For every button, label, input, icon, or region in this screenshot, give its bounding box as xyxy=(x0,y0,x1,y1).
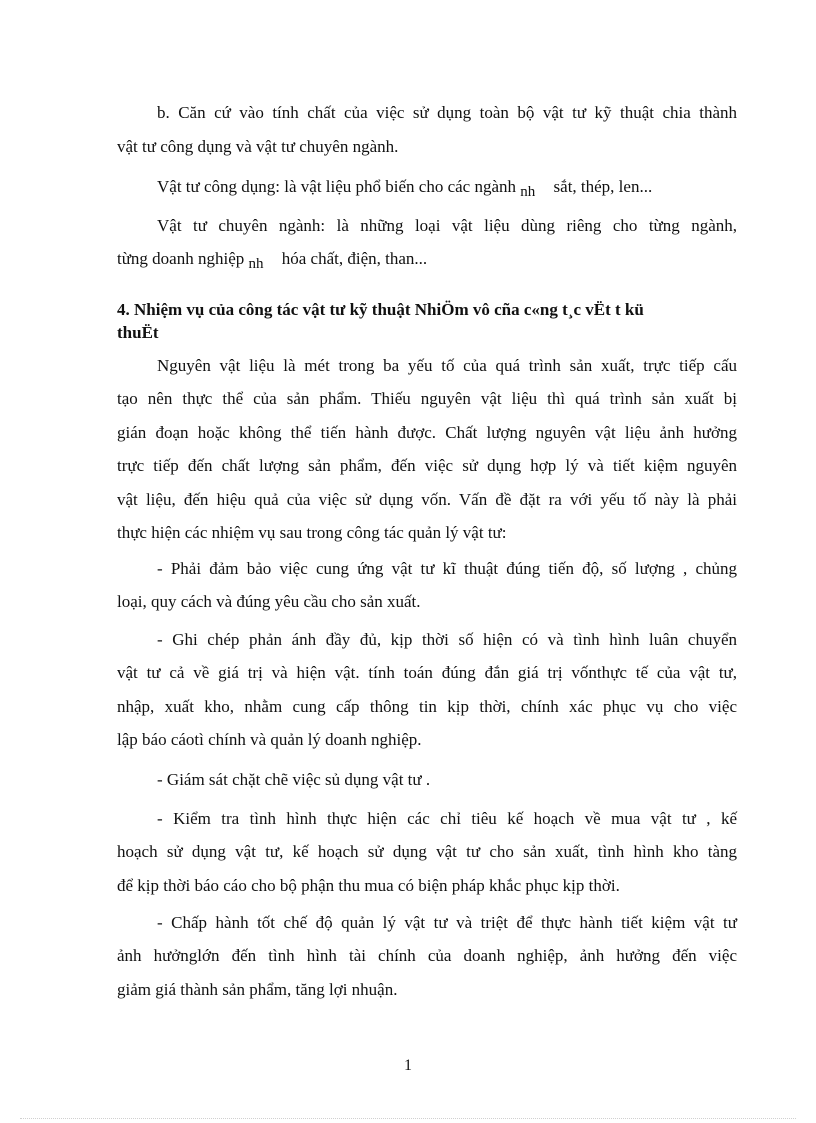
task-4-line-3: để kịp thời báo cáo cho bộ phận thu mua có biện pháp khắc phục kịp thời. xyxy=(117,876,620,895)
task-5-line-1: - Chấp hành tốt chế độ quản lý vật tư và triệt để thực hành tiết kiệm vật tư xyxy=(157,913,737,932)
task-2-line-4: lập báo cáotì chính và quản lý doanh nghiệp. xyxy=(117,730,422,749)
paragraph-b-line-2: vật tư công dụng và vật tư chuyên ngành. xyxy=(117,137,399,156)
specialized-line-1: Vật tư chuyên ngành: là những loại vật liệu dùng riêng cho từng ngành, xyxy=(157,216,737,235)
task-5-line-2: ảnh hưởnglớn đến tình hình tài chính của doanh nghiệp, ảnh hưởng đến việc xyxy=(117,946,737,965)
task-1-line-2: loại, quy cách và đúng yêu cầu cho sản xuất. xyxy=(117,592,421,611)
task-1-line-1: - Phải đảm bảo việc cung ứng vật tư kĩ thuật đúng tiến độ, số lượng , chủng xyxy=(157,559,737,578)
general-use-text-before: Vật tư công dụng: là vật liệu phổ biến cho các ngành xyxy=(157,177,517,196)
task-4-line-1: - Kiểm tra tình hình thực hiện các chỉ tiêu kế hoạch về mua vật tư , kế xyxy=(157,809,737,828)
paragraph-b-line-1: b. Căn cứ vào tính chất của việc sử dụng toàn bộ vật tư kỹ thuật chia thành xyxy=(157,103,737,122)
specialized-nh: nh xyxy=(248,256,264,272)
intro-line-1: Nguyên vật liệu là mét trong ba yếu tố của quá trình sản xuất, trực tiếp cấu xyxy=(157,356,737,375)
intro-line-5: vật liệu, đến hiệu quả của việc sử dụng vốn. Vấn đề đặt ra với yếu tố này là phải xyxy=(117,490,737,509)
task-5-line-3: giảm giá thành sản phẩm, tăng lợi nhuận. xyxy=(117,980,398,999)
page-number: 1 xyxy=(404,1057,412,1074)
intro-line-6: thực hiện các nhiệm vụ sau trong công tác quản lý vật tư: xyxy=(117,523,507,542)
specialized-text-after: hóa chất, điện, than... xyxy=(281,249,428,268)
task-2-line-3: nhập, xuất kho, nhằm cung cấp thông tin kịp thời, chính xác phục vụ cho việc xyxy=(117,697,737,716)
general-use-nh: nh xyxy=(520,184,536,200)
specialized-line-2 xyxy=(117,248,737,271)
section-heading-line-1: 4. Nhiệm vụ của công tác vật tư kỹ thuật NhiÖm vô cña c«ng t¸c vËt t kü xyxy=(117,300,644,319)
intro-line-2: tạo nên thực thể của sản phẩm. Thiếu nguyên vật liệu thì quá trình sản xuất bị xyxy=(117,389,737,408)
intro-line-3: gián đoạn hoặc không thể tiến hành được. Chất lượng nguyên vật liệu ảnh hưởng xyxy=(117,423,737,442)
specialized-text-before: từng doanh nghiệp xyxy=(117,249,245,268)
task-2-line-2: vật tư cả về giá trị và hiện vật. tính toán đúng đắn giá trị vốnthực tế của vật tư, xyxy=(117,663,737,682)
general-use-line xyxy=(157,176,737,199)
task-2-line-1: - Ghi chép phản ánh đầy đủ, kịp thời số hiện có và tình hình luân chuyển xyxy=(157,630,737,649)
intro-line-4: trực tiếp đến chất lượng sản phẩm, đến việc sử dụng hợp lý và tiết kiệm nguyên xyxy=(117,456,737,475)
general-use-text-after: sắt, thép, len... xyxy=(553,177,653,196)
section-heading-line-2: thuËt xyxy=(117,323,159,342)
footer-dotted-rule xyxy=(20,1118,796,1119)
task-4-line-2: hoạch sử dụng vật tư, kế hoạch sử dụng vật tư cho sản xuất, tình hình kho tàng xyxy=(117,842,737,861)
task-3-line-1: - Giám sát chặt chẽ việc sủ dụng vật tư . xyxy=(157,770,431,789)
